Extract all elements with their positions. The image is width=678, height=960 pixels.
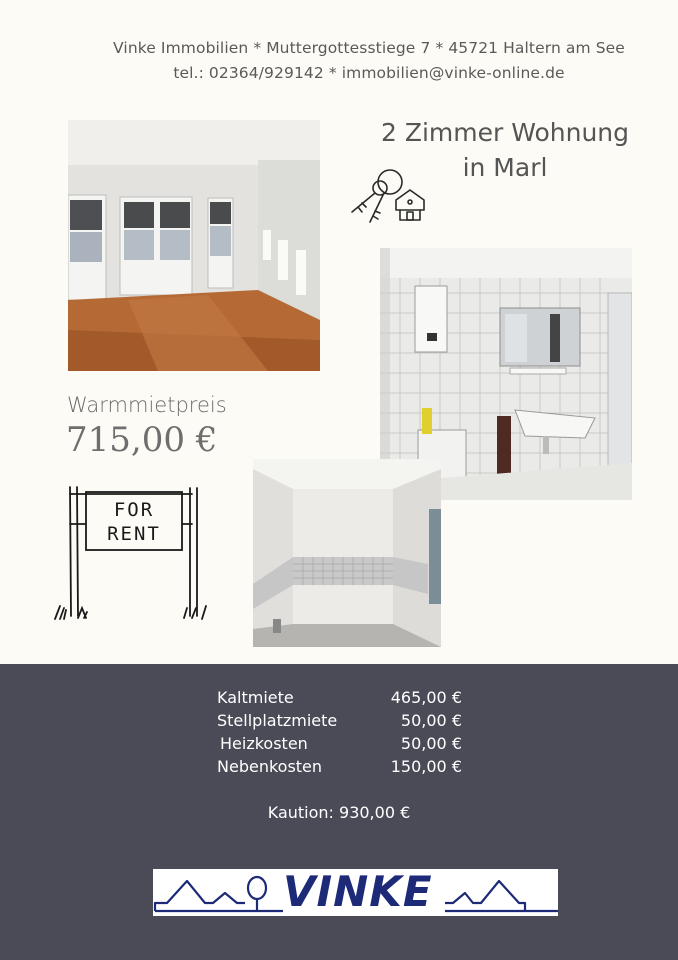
listing-location: in Marl — [462, 153, 548, 182]
cost-value: 465,00 € — [390, 688, 462, 707]
listing-title: 2 Zimmer Wohnung — [380, 118, 630, 147]
deposit-text: Kaution: 930,00 € — [267, 803, 411, 822]
keys-house-icon — [348, 162, 428, 226]
living-room-photo — [68, 120, 320, 371]
cost-label: Heizkosten — [220, 734, 308, 753]
cost-row-nebenkosten — [217, 757, 462, 779]
agency-contact-line: tel.: 02364/929142 * immobilien@vinke-online.de — [173, 64, 565, 82]
cost-value: 50,00 € — [400, 711, 462, 730]
price-value: 715,00 € — [66, 420, 218, 460]
kitchen-photo — [253, 459, 441, 647]
cost-label: Kaltmiete — [217, 688, 294, 707]
cost-row-heizkosten — [217, 734, 462, 756]
for-rent-sign-icon — [52, 484, 212, 624]
cost-label: Nebenkosten — [217, 757, 323, 776]
cost-value: 150,00 € — [390, 757, 462, 776]
agency-address-line: Vinke Immobilien * Muttergottesstiege 7 * 45721 Haltern am See — [113, 39, 625, 57]
sign-text-for: FOR — [113, 499, 155, 521]
cost-row-stellplatzmiete — [217, 711, 462, 733]
logo-text: VINKE — [283, 867, 433, 916]
cost-footer — [0, 664, 678, 960]
cost-row-kaltmiete — [217, 688, 462, 710]
cost-value: 50,00 € — [400, 734, 462, 753]
cost-label: Stellplatzmiete — [217, 711, 338, 730]
vinke-logo — [153, 869, 558, 916]
sign-text-rent: RENT — [107, 523, 161, 545]
price-label: Warmmietpreis — [67, 393, 227, 417]
